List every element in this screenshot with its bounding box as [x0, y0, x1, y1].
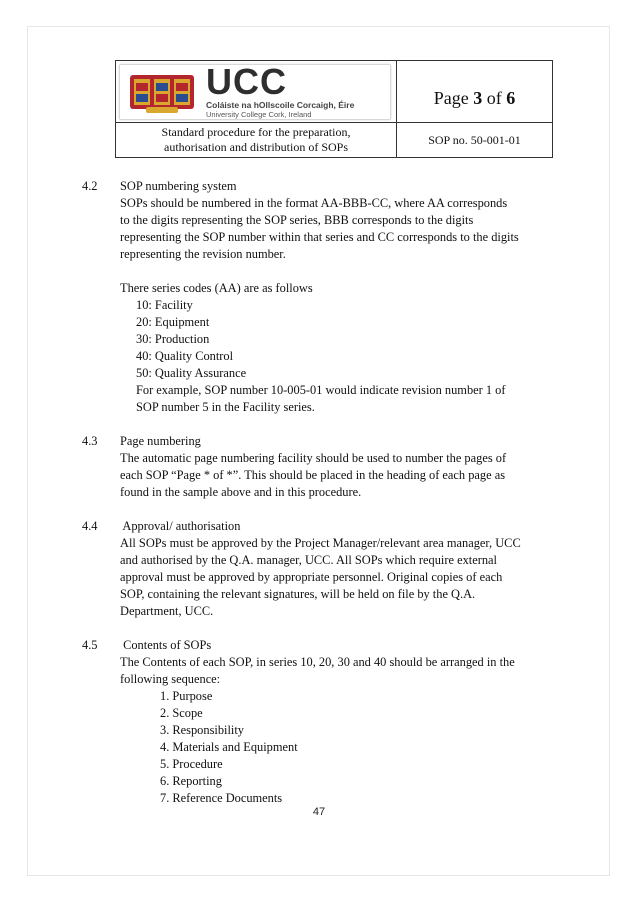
section-heading: Approval/ authorisation: [120, 519, 241, 533]
document-header: [115, 60, 553, 158]
list-item: 4. Materials and Equipment: [160, 740, 298, 754]
list-item: 7. Reference Documents: [160, 791, 283, 805]
paragraph-line: representing the SOP number within that series and CC corresponds to the digits: [120, 230, 519, 244]
page-indicator: [397, 61, 553, 123]
paragraph-line: The automatic page numbering facility should be used to number the pages of: [120, 451, 507, 465]
page-current: 3: [473, 88, 483, 108]
paragraph-line: representing the revision number.: [120, 247, 286, 261]
crest-icon: [126, 69, 198, 115]
document-title: [116, 123, 397, 158]
paragraph-line: approval must be approved by appropriate personnel. Original copies of each: [120, 570, 503, 584]
paragraph-line: SOP, containing the relevant signatures, will be held on file by the Q.A.: [120, 587, 476, 601]
section-number: 4.5: [82, 638, 98, 652]
section-heading: Contents of SOPs: [120, 638, 212, 652]
list-item: 3. Responsibility: [160, 723, 244, 737]
series-item: 40: Quality Control: [136, 349, 234, 363]
sop-number: SOP no. 50-001-01: [397, 123, 553, 158]
logo-wordmark: UCC: [206, 60, 287, 102]
title-line-1: Standard procedure for the preparation,: [161, 125, 351, 139]
paragraph-line: found in the sample above and in this procedure.: [120, 485, 362, 499]
paragraph-line: each SOP “Page * of *”. This should be placed in the heading of each page as: [120, 468, 506, 482]
series-intro: There series codes (AA) are as follows: [120, 281, 313, 295]
section-heading: Page numbering: [120, 434, 201, 448]
paragraph-line: SOPs should be numbered in the format AA-BBB-CC, where AA corresponds: [120, 196, 508, 210]
section-number: 4.3: [82, 434, 98, 448]
section-heading: SOP numbering system: [120, 179, 237, 193]
series-item: 50: Quality Assurance: [136, 366, 247, 380]
paragraph-line: to the digits representing the SOP series, BBB corresponds to the digits: [120, 213, 474, 227]
example-line: For example, SOP number 10-005-01 would indicate revision number 1 of: [136, 383, 506, 397]
section-number: 4.4: [82, 519, 98, 533]
list-item: 5. Procedure: [160, 757, 223, 771]
page-footer-number: 47: [312, 806, 326, 818]
paragraph-line: following sequence:: [120, 672, 221, 686]
list-item: 1. Purpose: [160, 689, 213, 703]
ucc-logo: [119, 60, 391, 120]
document-body: [82, 178, 580, 824]
list-item: 6. Reporting: [160, 774, 222, 788]
paragraph-line: and authorised by the Q.A. manager, UCC. All SOPs which require external: [120, 553, 497, 567]
section-4-5: [82, 637, 580, 807]
paragraph-line: Department, UCC.: [120, 604, 214, 618]
list-item: 2. Scope: [160, 706, 203, 720]
series-item: 20: Equipment: [136, 315, 210, 329]
page-of: of: [486, 88, 502, 108]
series-item: 10: Facility: [136, 298, 193, 312]
title-line-2: authorisation and distribution of SOPs: [164, 140, 348, 154]
paragraph-line: All SOPs must be approved by the Project Manager/relevant area manager, UCC: [120, 536, 521, 550]
section-number: 4.2: [82, 179, 98, 193]
page-label: Page: [433, 88, 469, 108]
section-4-2: [82, 178, 580, 416]
logo-cell: [116, 61, 397, 123]
example-line: SOP number 5 in the Facility series.: [136, 400, 315, 414]
section-4-3: [82, 433, 580, 501]
paragraph-line: The Contents of each SOP, in series 10, 20, 30 and 40 should be arranged in the: [120, 655, 515, 669]
logo-irish-name: Coláiste na hOllscoile Corcaigh, Éire: [206, 99, 355, 110]
series-item: 30: Production: [136, 332, 210, 346]
section-4-4: [82, 518, 580, 620]
logo-english-name: University College Cork, Ireland: [206, 109, 312, 119]
page-total: 6: [506, 88, 516, 108]
